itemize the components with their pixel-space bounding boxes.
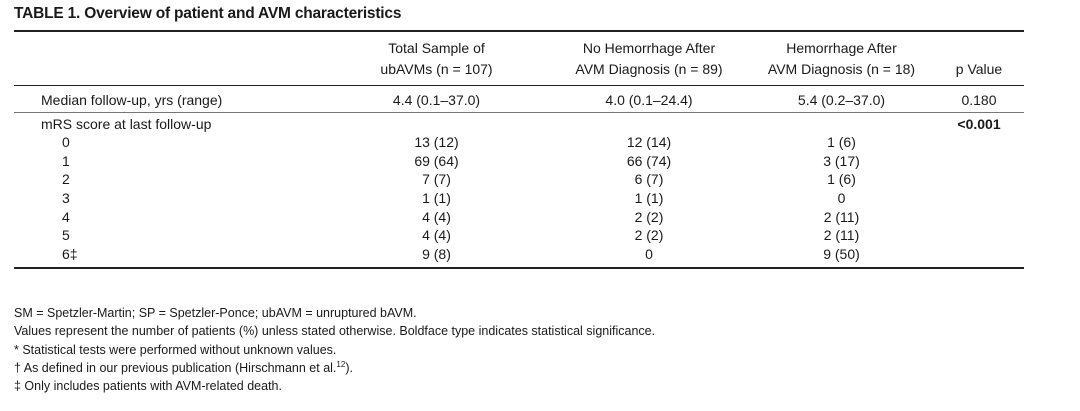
- cell-total: 1 (1): [422, 189, 451, 206]
- cell-no-hemorrhage: 2 (2): [634, 227, 664, 244]
- footnote-abbreviations: SM = Spetzler-Martin; SP = Spetzler-Ponce; ubAVM = unruptured bAVM.: [14, 306, 417, 320]
- cell-p-value: 0.180: [961, 92, 997, 108]
- footnote-double-dagger: ‡ Only includes patients with AVM-related death.: [14, 379, 282, 394]
- cell-p-value: <0.001: [934, 112, 1024, 133]
- cell-total: 4 (4): [422, 208, 451, 225]
- table-caption: TABLE 1. Overview of patient and AVM characteristics: [14, 5, 402, 22]
- table-row: [14, 189, 1024, 208]
- cell-no-hemorrhage: 2 (2): [634, 208, 664, 225]
- cell-hemorrhage: 2 (11): [823, 208, 860, 225]
- cell-hemorrhage: 2 (11): [823, 227, 860, 244]
- score-label: 2: [62, 171, 70, 188]
- cell-hemorrhage: 9 (50): [823, 245, 860, 262]
- table-footnotes: [14, 304, 655, 395]
- header-p-value: p Value: [934, 31, 1024, 86]
- cell-total: 4.4 (0.1–37.0): [392, 92, 481, 108]
- cell-hemorrhage: 1 (6): [827, 134, 856, 151]
- score-label: 6‡: [62, 245, 78, 262]
- cell-total: 9 (8): [422, 245, 451, 262]
- cell-no-hemorrhage: 0: [645, 245, 653, 262]
- score-label: 1: [62, 152, 70, 169]
- footnote-star: * Statistical tests were performed without unknown values.: [14, 342, 337, 357]
- score-label: 0: [62, 134, 70, 151]
- row-label: Median follow-up, yrs (range): [41, 92, 223, 108]
- cell-no-hemorrhage: 1 (1): [634, 189, 664, 206]
- header-total: Total Sample of ubAVMs (n = 107): [324, 31, 549, 86]
- cell-no-hemorrhage: 6 (7): [634, 171, 664, 188]
- header-row: [14, 31, 1024, 86]
- cell-total: 69 (64): [414, 152, 459, 169]
- footnote-values: Values represent the number of patients (%) unless stated otherwise. Boldface type indicates statistical significance.: [14, 324, 656, 339]
- header-empty: [14, 31, 324, 86]
- table-row: [14, 152, 1024, 171]
- table-row: [14, 245, 1024, 269]
- score-label: 3: [62, 189, 70, 206]
- cell-no-hemorrhage: 12 (14): [626, 134, 672, 151]
- row-label: mRS score at last follow-up: [14, 112, 324, 133]
- table-row-followup: [14, 86, 1024, 113]
- cell-hemorrhage: 1 (6): [827, 171, 856, 188]
- cell-no-hemorrhage: 66 (74): [626, 152, 672, 169]
- table-row-mrs: [14, 112, 1024, 133]
- cell-total: 7 (7): [422, 171, 451, 188]
- data-table: [14, 30, 1024, 269]
- table-row: [14, 170, 1024, 189]
- cell-no-hemorrhage: 4.0 (0.1–24.4): [605, 92, 693, 108]
- cell-total: 13 (12): [414, 134, 459, 151]
- table-row: [14, 208, 1024, 227]
- cell-hemorrhage: 0: [837, 189, 846, 206]
- header-hemorrhage: Hemorrhage After AVM Diagnosis (n = 18): [749, 31, 934, 86]
- cell-hemorrhage: 3 (17): [823, 152, 860, 169]
- citation-superscript: 12: [336, 359, 346, 369]
- cell-total: 4 (4): [422, 227, 451, 244]
- score-label: 4: [62, 208, 70, 225]
- header-no-hemorrhage: No Hemorrhage After AVM Diagnosis (n = 89): [549, 31, 749, 86]
- table-row: [14, 133, 1024, 152]
- footnote-dagger: † As defined in our previous publication (Hirschmann et al.$^{12}$).: [14, 359, 353, 375]
- cell-hemorrhage: 5.4 (0.2–37.0): [797, 92, 886, 108]
- table-row: [14, 226, 1024, 245]
- score-label: 5: [62, 227, 70, 244]
